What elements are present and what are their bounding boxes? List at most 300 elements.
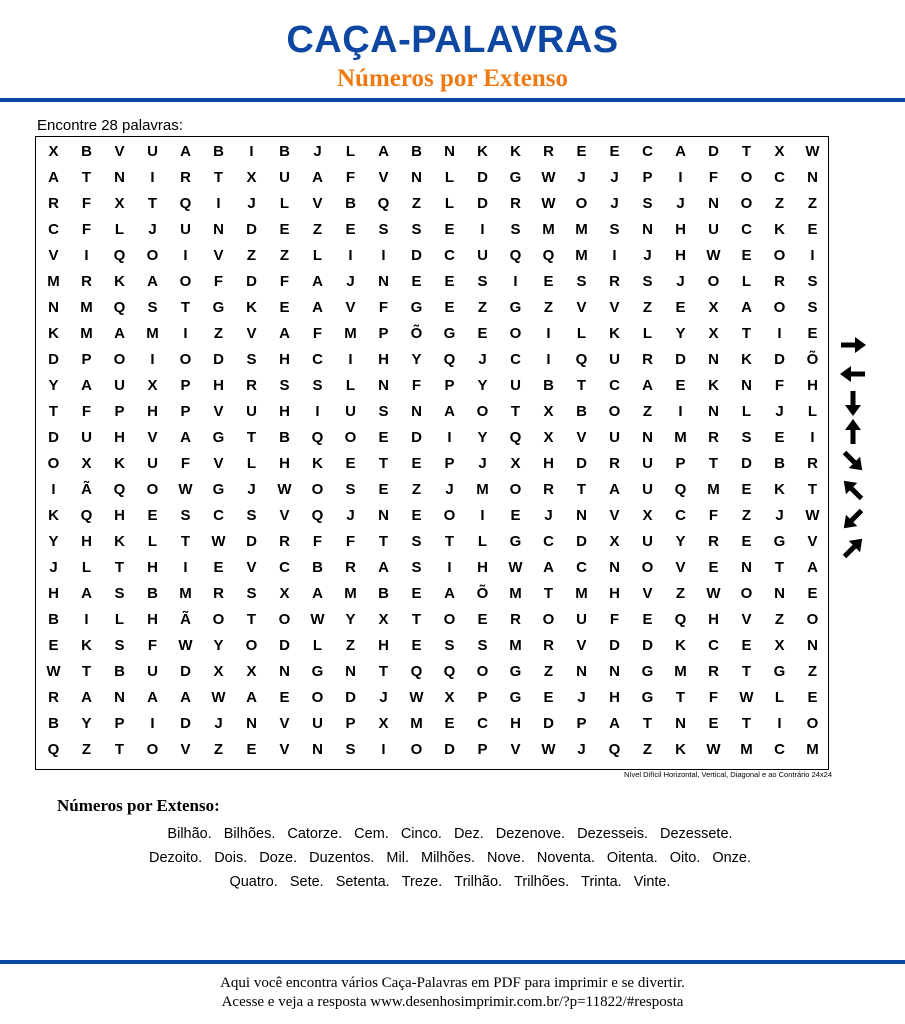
grid-letter: Q: [674, 481, 687, 498]
word-list-item: Bilhões.: [223, 826, 276, 842]
grid-letter: A: [378, 143, 389, 160]
grid-letter: B: [213, 143, 224, 160]
grid-letter: E: [510, 507, 521, 524]
grid-letter: N: [444, 143, 455, 160]
grid-letter: J: [445, 481, 454, 498]
grid-letter: X: [48, 143, 59, 160]
grid-letter: D: [246, 273, 257, 290]
grid-letter: J: [313, 143, 322, 160]
grid-letter: Õ: [410, 325, 423, 342]
grid-letter: E: [411, 637, 422, 654]
grid-letter: V: [279, 715, 290, 732]
grid-letter: P: [81, 351, 92, 368]
grid-letter: O: [344, 429, 357, 446]
grid-letter: S: [246, 585, 257, 602]
grid-letter: Q: [674, 611, 687, 628]
grid-letter: S: [477, 637, 488, 654]
grid-letter: I: [150, 715, 155, 732]
grid-letter: E: [147, 507, 158, 524]
grid-letter: I: [546, 351, 551, 368]
grid-letter: I: [381, 741, 386, 758]
grid-letter: R: [180, 169, 191, 186]
grid-row: [36, 191, 828, 217]
grid-letter: N: [378, 377, 389, 394]
grid-letter: J: [577, 169, 586, 186]
grid-letter: S: [312, 377, 323, 394]
grid-letter: E: [345, 455, 356, 472]
grid-letter: R: [543, 143, 554, 160]
grid-letter: H: [279, 403, 290, 420]
grid-letter: L: [114, 611, 125, 628]
grid-letter: U: [609, 429, 620, 446]
grid-letter: H: [147, 611, 158, 628]
grid-letter: L: [81, 559, 92, 576]
grid-letter: V: [576, 637, 587, 654]
grid-row: [36, 139, 828, 165]
grid-letter: T: [741, 715, 752, 732]
grid-letter: S: [411, 533, 422, 550]
grid-letter: L: [444, 195, 455, 212]
grid-letter: U: [114, 377, 125, 394]
grid-letter: T: [378, 533, 389, 550]
grid-letter: V: [246, 325, 257, 342]
grid-letter: O: [641, 559, 654, 576]
grid-letter: N: [708, 195, 719, 212]
grid-letter: F: [708, 507, 719, 524]
grid-letter: E: [741, 637, 752, 654]
grid-letter: Z: [213, 325, 224, 342]
word-search-grid: [35, 136, 829, 770]
grid-letter: Z: [477, 299, 488, 316]
grid-letter: X: [378, 611, 389, 628]
grid-letter: E: [444, 299, 455, 316]
grid-letter: D: [774, 351, 785, 368]
grid-letter: I: [810, 429, 815, 446]
grid-letter: O: [773, 247, 786, 264]
grid-letter: P: [444, 455, 455, 472]
grid-letter: V: [345, 299, 356, 316]
grid-row: [36, 295, 828, 321]
grid-letter: Q: [377, 195, 390, 212]
grid-letter: E: [345, 221, 356, 238]
grid-letter: E: [708, 715, 719, 732]
grid-letter: L: [114, 221, 125, 238]
grid-letter: T: [180, 299, 191, 316]
grid-row: [36, 555, 828, 581]
grid-letter: N: [741, 559, 752, 576]
grid-row: [36, 477, 828, 503]
grid-letter: H: [708, 611, 719, 628]
grid-letter: C: [312, 351, 323, 368]
grid-letter: G: [410, 299, 423, 316]
grid-letter: G: [773, 533, 786, 550]
arrow-down-right-icon: [838, 448, 872, 474]
grid-letter: N: [807, 169, 818, 186]
grid-letter: X: [609, 533, 620, 550]
grid-letter: S: [279, 377, 290, 394]
grid-row: [36, 321, 828, 347]
grid-letter: Q: [179, 195, 192, 212]
grid-letter: Q: [443, 663, 456, 680]
grid-letter: T: [81, 169, 92, 186]
instruction-text: Encontre 28 palavras:: [37, 117, 183, 134]
grid-letter: S: [642, 273, 653, 290]
grid-letter: G: [509, 169, 522, 186]
word-list-item: Milhões.: [420, 850, 475, 866]
grid-letter: I: [183, 247, 188, 264]
grid-letter: O: [278, 611, 291, 628]
grid-letter: O: [113, 351, 126, 368]
grid-letter: T: [378, 663, 389, 680]
grid-letter: O: [740, 585, 753, 602]
grid-letter: I: [348, 247, 353, 264]
grid-letter: Z: [279, 247, 290, 264]
grid-letter: W: [211, 689, 226, 706]
grid-letter: D: [642, 637, 653, 654]
grid-letter: C: [279, 559, 290, 576]
grid-letter: I: [315, 403, 320, 420]
grid-letter: I: [612, 247, 617, 264]
grid-letter: V: [609, 299, 620, 316]
grid-letter: S: [114, 585, 125, 602]
grid-letter: Z: [246, 247, 257, 264]
grid-letter: V: [279, 507, 290, 524]
grid-letter: M: [674, 429, 687, 446]
grid-letter: Z: [345, 637, 356, 654]
grid-letter: U: [642, 455, 653, 472]
grid-letter: Q: [509, 247, 522, 264]
grid-letter: X: [279, 585, 290, 602]
grid-letter: J: [148, 221, 157, 238]
grid-letter: D: [180, 715, 191, 732]
grid-letter: R: [345, 559, 356, 576]
grid-letter: E: [807, 585, 818, 602]
grid-letter: N: [345, 663, 356, 680]
grid-letter: Q: [443, 351, 456, 368]
grid-letter: C: [543, 533, 554, 550]
grid-letter: A: [81, 377, 92, 394]
grid-letter: O: [47, 455, 60, 472]
grid-letter: G: [641, 689, 654, 706]
grid-letter: S: [576, 273, 587, 290]
grid-letter: N: [609, 559, 620, 576]
grid-letter: G: [443, 325, 456, 342]
grid-letter: X: [81, 455, 92, 472]
grid-letter: L: [147, 533, 158, 550]
grid-letter: C: [48, 221, 59, 238]
grid-letter: F: [609, 611, 620, 628]
page-subtitle: Números por Extenso: [336, 65, 569, 92]
grid-letter: S: [378, 403, 389, 420]
grid-letter: V: [114, 143, 125, 160]
grid-letter: W: [178, 637, 193, 654]
grid-letter: K: [609, 325, 620, 342]
grid-letter: L: [642, 325, 653, 342]
grid-letter: E: [279, 221, 290, 238]
grid-letter: U: [345, 403, 356, 420]
grid-letter: V: [741, 611, 752, 628]
grid-letter: L: [312, 637, 323, 654]
grid-letter: S: [642, 195, 653, 212]
grid-letter: T: [411, 611, 422, 628]
grid-letter: P: [180, 403, 191, 420]
grid-letter: A: [81, 585, 92, 602]
grid-letter: N: [378, 273, 389, 290]
word-list-item: Oito.: [669, 850, 701, 866]
grid-letter: A: [543, 559, 554, 576]
grid-row: [36, 633, 828, 659]
grid-letter: U: [708, 221, 719, 238]
grid-letter: E: [444, 221, 455, 238]
grid-letter: C: [708, 637, 719, 654]
grid-letter: E: [543, 689, 554, 706]
grid-letter: Q: [80, 507, 93, 524]
grid-letter: Q: [311, 429, 324, 446]
grid-letter: U: [477, 247, 488, 264]
grid-letter: V: [378, 169, 389, 186]
grid-letter: W: [805, 507, 820, 524]
grid-letter: S: [741, 429, 752, 446]
grid-letter: W: [805, 143, 820, 160]
grid-letter: Z: [774, 195, 785, 212]
grid-letter: U: [642, 481, 653, 498]
grid-letter: A: [180, 143, 191, 160]
grid-letter: I: [480, 507, 485, 524]
grid-letter: V: [609, 507, 620, 524]
grid-letter: S: [246, 351, 257, 368]
grid-letter: Y: [675, 533, 686, 550]
grid-letter: K: [114, 533, 125, 550]
grid-letter: U: [147, 455, 158, 472]
grid-letter: O: [146, 741, 159, 758]
word-list-line: [35, 822, 865, 846]
grid-letter: G: [212, 481, 225, 498]
word-list-item: Cem.: [354, 826, 389, 842]
word-list-item: Sete.: [289, 874, 324, 890]
grid-letter: N: [807, 637, 818, 654]
grid-letter: M: [344, 585, 357, 602]
grid-letter: N: [642, 221, 653, 238]
grid-letter: N: [708, 351, 719, 368]
grid-letter: C: [642, 143, 653, 160]
grid-letter: P: [180, 377, 191, 394]
grid-letter: J: [643, 247, 652, 264]
grid-letter: V: [213, 403, 224, 420]
grid-letter: B: [81, 143, 92, 160]
word-list-item: Dois.: [214, 850, 248, 866]
grid-letter: X: [774, 143, 785, 160]
grid-letter: B: [279, 143, 290, 160]
grid-letter: U: [609, 351, 620, 368]
grid-row: [36, 269, 828, 295]
grid-letter: Z: [411, 481, 422, 498]
grid-letter: H: [675, 221, 686, 238]
arrow-up-left-icon: [838, 477, 872, 503]
grid-letter: Q: [113, 481, 126, 498]
grid-letter: A: [444, 403, 455, 420]
grid-letter: T: [114, 559, 125, 576]
grid-letter: M: [707, 481, 720, 498]
grid-letter: I: [150, 169, 155, 186]
grid-letter: O: [311, 481, 324, 498]
grid-letter: T: [510, 403, 521, 420]
grid-letter: H: [147, 559, 158, 576]
grid-letter: U: [81, 429, 92, 446]
grid-letter: N: [609, 663, 620, 680]
grid-letter: Q: [575, 351, 588, 368]
grid-letter: A: [147, 273, 158, 290]
grid-row: [36, 711, 828, 737]
grid-letter: T: [246, 429, 257, 446]
arrow-left-icon: [838, 361, 872, 387]
grid-row: [36, 165, 828, 191]
grid-letter: W: [508, 559, 523, 576]
grid-letter: Q: [410, 663, 423, 680]
grid-letter: H: [543, 455, 554, 472]
grid-letter: J: [577, 689, 586, 706]
grid-letter: F: [708, 169, 719, 186]
grid-letter: W: [541, 741, 556, 758]
grid-letter: R: [609, 455, 620, 472]
grid-letter: D: [576, 455, 587, 472]
grid-letter: G: [509, 533, 522, 550]
grid-letter: J: [610, 195, 619, 212]
grid-letter: Z: [312, 221, 323, 238]
grid-letter: J: [214, 715, 223, 732]
grid-row: [36, 737, 828, 763]
grid-letter: T: [741, 663, 752, 680]
grid-letter: S: [444, 637, 455, 654]
word-list-item: Onze.: [712, 850, 752, 866]
grid-letter: U: [180, 221, 191, 238]
bottom-divider: [0, 960, 905, 964]
grid-letter: Õ: [476, 585, 489, 602]
grid-letter: A: [48, 169, 59, 186]
grid-letter: O: [509, 481, 522, 498]
grid-letter: D: [246, 221, 257, 238]
grid-letter: F: [345, 533, 356, 550]
grid-letter: P: [477, 689, 488, 706]
grid-letter: O: [146, 481, 159, 498]
grid-letter: U: [147, 663, 158, 680]
grid-letter: Y: [213, 637, 224, 654]
grid-letter: D: [543, 715, 554, 732]
grid-letter: M: [410, 715, 423, 732]
grid-letter: J: [247, 481, 256, 498]
word-list-item: Oitenta.: [606, 850, 658, 866]
grid-letter: G: [509, 663, 522, 680]
grid-letter: H: [114, 429, 125, 446]
grid-letter: R: [708, 533, 719, 550]
arrow-up-right-icon: [838, 535, 872, 561]
grid-letter: T: [675, 689, 686, 706]
grid-letter: I: [150, 351, 155, 368]
grid-letter: R: [642, 351, 653, 368]
grid-letter: N: [114, 689, 125, 706]
grid-letter: N: [741, 377, 752, 394]
grid-letter: G: [509, 689, 522, 706]
grid-letter: Z: [807, 663, 818, 680]
grid-letter: M: [509, 585, 522, 602]
grid-letter: F: [312, 325, 323, 342]
grid-letter: A: [444, 585, 455, 602]
grid-letter: Z: [774, 611, 785, 628]
grid-letter: D: [411, 247, 422, 264]
word-list-item: Trilhões.: [514, 874, 570, 890]
grid-letter: O: [575, 195, 588, 212]
grid-letter: W: [310, 611, 325, 628]
grid-letter: I: [447, 429, 452, 446]
grid-letter: D: [345, 689, 356, 706]
grid-letter: P: [114, 715, 125, 732]
grid-letter: T: [741, 143, 752, 160]
grid-letter: E: [246, 741, 257, 758]
grid-letter: L: [477, 533, 488, 550]
grid-letter: E: [741, 247, 752, 264]
grid-letter: Q: [608, 741, 621, 758]
grid-letter: D: [48, 429, 59, 446]
grid-letter: N: [708, 403, 719, 420]
grid-letter: B: [774, 455, 785, 472]
grid-letter: Y: [675, 325, 686, 342]
grid-letter: K: [477, 143, 488, 160]
grid-letter: H: [213, 377, 224, 394]
grid-letter: J: [577, 741, 586, 758]
grid-letter: O: [179, 351, 192, 368]
grid-letter: C: [741, 221, 752, 238]
grid-letter: R: [48, 689, 59, 706]
grid-letter: S: [345, 481, 356, 498]
grid-letter: V: [213, 247, 224, 264]
grid-letter: M: [509, 637, 522, 654]
grid-letter: F: [81, 195, 92, 212]
grid-letter: D: [477, 195, 488, 212]
grid-letter: P: [642, 169, 653, 186]
grid-letter: W: [706, 247, 721, 264]
grid-letter: J: [49, 559, 58, 576]
grid-letter: Q: [113, 299, 126, 316]
grid-letter: A: [741, 299, 752, 316]
grid-letter: E: [609, 143, 620, 160]
grid-letter: R: [279, 533, 290, 550]
grid-letter: D: [576, 533, 587, 550]
grid-letter: D: [477, 169, 488, 186]
arrow-up-icon: [838, 419, 872, 445]
grid-letter: D: [411, 429, 422, 446]
grid-letter: S: [114, 637, 125, 654]
grid-letter: I: [84, 611, 89, 628]
grid-letter: J: [478, 351, 487, 368]
grid-letter: J: [676, 273, 685, 290]
grid-letter: C: [675, 507, 686, 524]
grid-letter: L: [312, 247, 323, 264]
word-list-line: [35, 870, 865, 894]
grid-letter: J: [610, 169, 619, 186]
grid-letter: I: [183, 559, 188, 576]
grid-letter: I: [249, 143, 254, 160]
grid-letter: J: [676, 195, 685, 212]
grid-letter: Y: [345, 611, 356, 628]
grid-letter: A: [279, 325, 290, 342]
grid-letter: B: [114, 663, 125, 680]
word-list-item: Doze.: [259, 850, 298, 866]
grid-letter: S: [510, 221, 521, 238]
grid-letter: N: [642, 429, 653, 446]
arrow-down-left-icon: [838, 506, 872, 532]
grid-row: [36, 373, 828, 399]
grid-letter: F: [81, 221, 92, 238]
grid-letter: C: [477, 715, 488, 732]
